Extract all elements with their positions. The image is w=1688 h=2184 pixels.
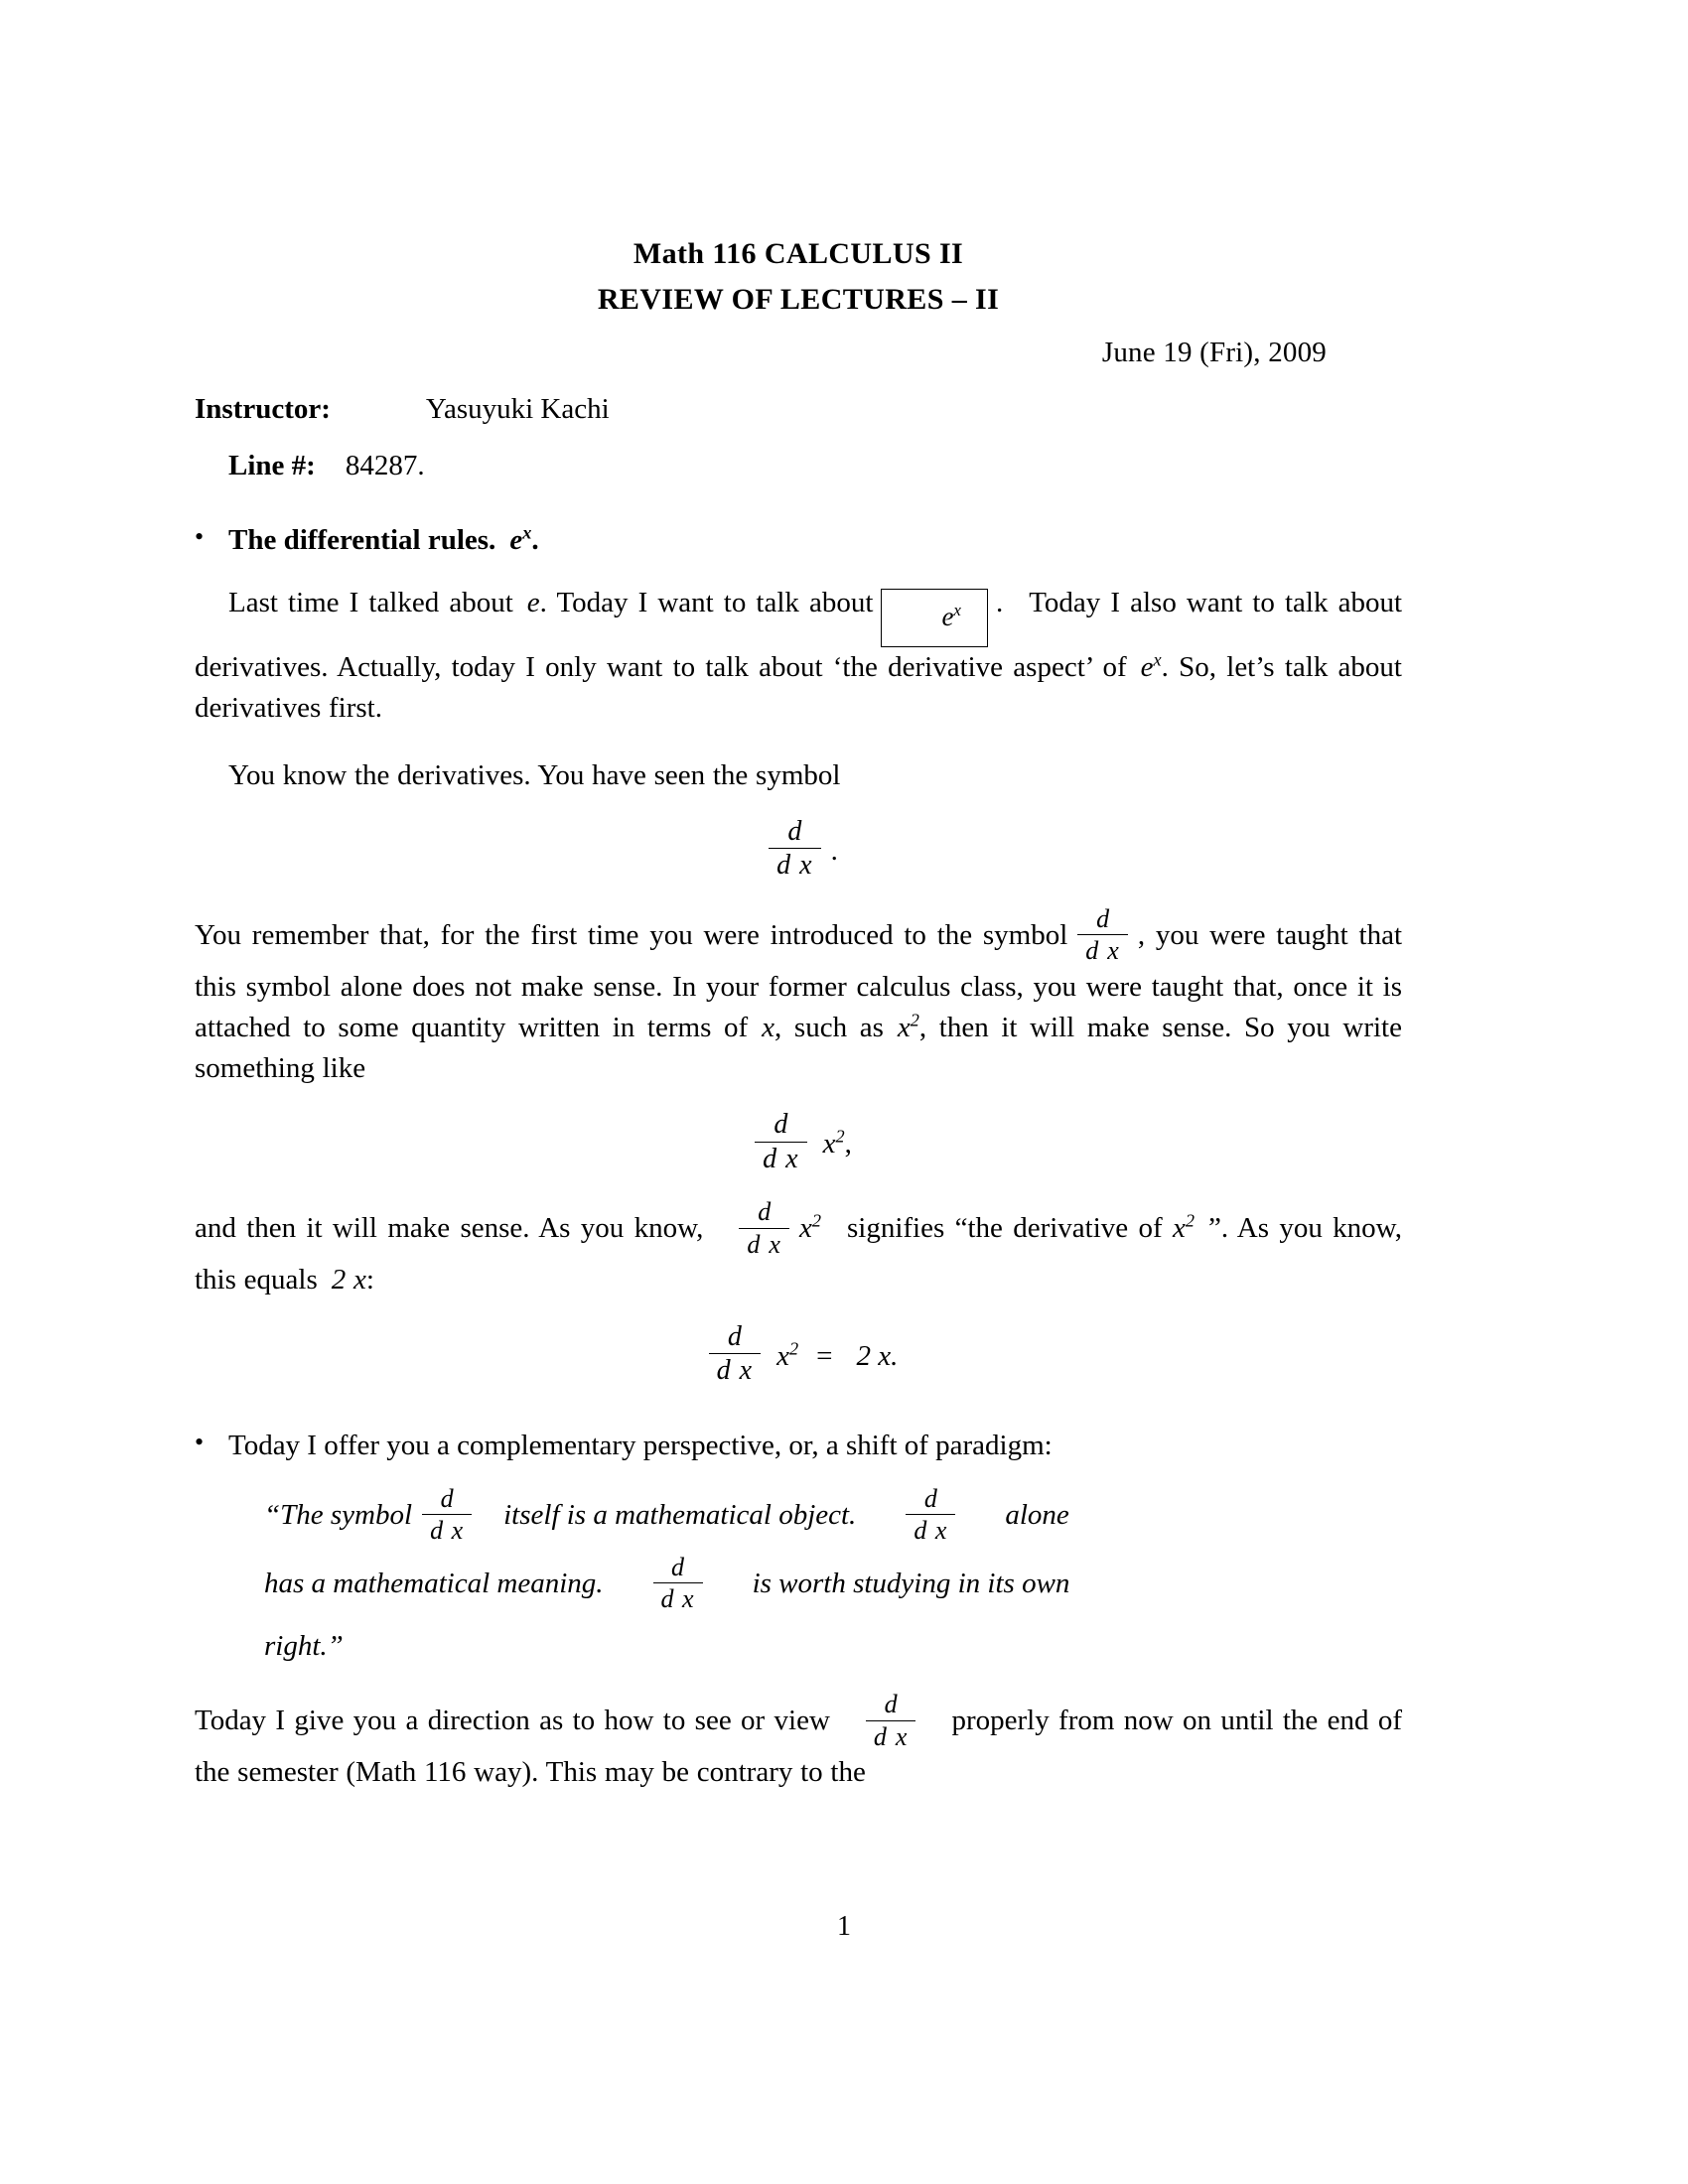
math-x: x: [822, 1128, 836, 1160]
math-exponent-x: x: [953, 601, 961, 620]
math-2x: 2 x: [331, 1264, 366, 1297]
math-exponent-x: x: [1153, 649, 1162, 670]
math-result-2x: 2 x.: [856, 1339, 899, 1372]
math-e: e: [509, 524, 523, 557]
fraction-d-over-dx: [906, 1483, 955, 1546]
quote-line-2: [264, 1552, 1366, 1615]
display-equation-ddx-x-squared: [195, 1109, 1402, 1175]
quote-line-1: [264, 1483, 1366, 1547]
math-exponent-2: 2: [835, 1126, 845, 1147]
quote-open-mark: “: [264, 1498, 281, 1531]
fraction-bar: [755, 1142, 806, 1143]
fraction-numerator: d: [758, 1197, 772, 1227]
fraction-d-over-dx: [739, 1199, 789, 1258]
line-number-label: Line #:: [228, 450, 316, 482]
math-e: e: [526, 587, 540, 619]
fraction-d-over-dx: [769, 815, 820, 882]
para-text-fragment: you were taught that this symbol alone does not make sense. In your former calculus class, you were taught that, once it is attached to some quantity written in terms of: [195, 918, 1402, 1043]
quote-text-fragment: itself is a mathematical object.: [503, 1498, 857, 1531]
paragraph-and-then-it-will-make-sense: [195, 1197, 1402, 1300]
fraction-bar: [866, 1720, 916, 1721]
fraction-denominator: d x: [747, 1229, 781, 1259]
para-text-fragment: Last time I talked about: [228, 587, 513, 619]
para-text-fragment: ”. As you know, this equals: [195, 1212, 1402, 1297]
math-exponent-2: 2: [811, 1210, 821, 1231]
para-text-fragment: . Today I want to talk about: [539, 587, 874, 619]
line-number-value: 84287.: [345, 450, 425, 482]
math-x: x: [776, 1339, 789, 1372]
equation-period: .: [830, 834, 838, 867]
paragraph-last-time: [195, 583, 1402, 729]
quote-text-fragment: is worth studying in its own: [752, 1567, 1070, 1599]
fraction-denominator: d x: [776, 850, 813, 882]
fraction-d-over-dx: [709, 1320, 761, 1387]
fraction-bar: [1077, 934, 1128, 935]
fraction-numerator: d: [1096, 903, 1110, 933]
fraction-bar: [769, 848, 820, 849]
document-content: [195, 234, 1402, 1794]
paragraph-you-remember-that: [195, 903, 1402, 1090]
fraction-numerator: d: [440, 1483, 454, 1513]
instructor-name: Yasuyuki Kachi: [425, 393, 610, 426]
fraction-denominator: d x: [1085, 936, 1120, 966]
para-text-fragment: Today I give you a direction as to how to see or view: [195, 1705, 830, 1737]
math-x-squared: [823, 1128, 845, 1160]
para-text-fragment: :: [365, 1264, 374, 1297]
math-exponent-2: 2: [1185, 1210, 1195, 1231]
bullet-item-differential-rules: [195, 524, 1402, 557]
display-equation-derivative-result: [195, 1320, 1402, 1388]
para-text-fragment: and then it will make sense. As you know,: [195, 1212, 704, 1245]
para-text-fragment: You know the derivatives. You have seen the symbol: [228, 758, 841, 791]
fraction-denominator: d x: [763, 1143, 799, 1174]
bullet-heading-text: The differential rules.: [228, 524, 496, 557]
fraction-denominator: d x: [873, 1721, 909, 1751]
fraction-numerator: d: [923, 1483, 937, 1513]
para-text-fragment: . So, let’s talk about derivatives first.: [195, 651, 1402, 725]
quote-close-mark: ”: [327, 1629, 344, 1662]
bullet-text-shift-of-paradigm: Today I offer you a complementary perspective, or, a shift of paradigm:: [228, 1429, 1053, 1461]
quote-block: [264, 1483, 1366, 1669]
para-text-fragment: You remember that, for the first time you were introduced to the symbol: [195, 918, 1068, 951]
fraction-denominator: d x: [430, 1516, 465, 1546]
paragraph-today-i-give-you-a-direction: [195, 1690, 1402, 1793]
math-x: x: [1172, 1212, 1186, 1245]
instructor-row: [195, 393, 1402, 426]
fraction-denominator: d x: [914, 1516, 948, 1546]
para-text-fragment: .: [995, 587, 1004, 619]
quote-line-3: [264, 1625, 1366, 1669]
quote-text-fragment: right.: [264, 1629, 328, 1662]
fraction-d-over-dx: [653, 1552, 703, 1614]
math-exponent-x: x: [522, 522, 532, 543]
fraction-d-over-dx: [1077, 903, 1128, 966]
bullet-heading-period: .: [531, 524, 539, 557]
instructor-label: Instructor:: [195, 393, 331, 426]
equation-comma: ,: [844, 1128, 852, 1160]
fraction-numerator: d: [671, 1552, 685, 1581]
spacer: [316, 450, 346, 482]
para-text-fragment: ,: [1137, 918, 1146, 951]
para-text-fragment: , then it will make sense. So you write something like: [195, 1012, 1402, 1085]
math-e: e: [1140, 651, 1154, 684]
math-x: x: [798, 1212, 812, 1245]
fraction-bar: [906, 1514, 955, 1515]
para-text-fragment: signifies “the derivative of: [846, 1212, 1163, 1245]
bullet-dot-icon: [195, 1430, 228, 1455]
para-text-fragment: Today I also want to talk about derivatives. Actually, today I only want to talk about ‘the derivative aspect’ of: [195, 587, 1402, 684]
math-exponent-2: 2: [788, 1338, 799, 1359]
fraction-denominator: d x: [716, 1355, 754, 1387]
fraction-numerator: d: [884, 1690, 898, 1719]
quote-text-fragment: The symbol: [280, 1498, 413, 1531]
fraction-bar: [739, 1228, 789, 1229]
quote-text-fragment: has a mathematical meaning.: [264, 1567, 604, 1599]
quote-text-fragment: alone: [1005, 1498, 1069, 1531]
math-exponent-2: 2: [910, 1010, 919, 1030]
fraction-bar: [422, 1514, 472, 1515]
line-number-row: [195, 450, 1402, 482]
bullet-heading-differential-rules: [228, 524, 1402, 557]
fraction-numerator: d: [727, 1320, 742, 1352]
display-equation-ddx: [195, 815, 1402, 883]
fraction-bar: [653, 1582, 703, 1583]
fraction-d-over-dx: [755, 1111, 806, 1173]
math-e: e: [941, 602, 954, 632]
document-date: June 19 (Fri), 2009: [1101, 337, 1327, 369]
bullet-dot-icon: [195, 524, 228, 550]
para-text-fragment: properly from now on until the end of the semester (Math 116 way). This may be contrary to the: [195, 1705, 1402, 1789]
spacer: [331, 393, 426, 426]
fraction-bar: [709, 1353, 761, 1354]
para-text-fragment: , such as: [774, 1012, 884, 1043]
equals-sign: =: [816, 1339, 833, 1372]
fraction-denominator: d x: [660, 1584, 695, 1614]
page-title-line-1: Math 116 CALCULUS II: [633, 237, 964, 270]
fraction-d-over-dx: [866, 1692, 916, 1750]
paragraph-you-know-derivatives: [195, 755, 1402, 796]
bullet-item-shift-of-paradigm: [195, 1430, 1402, 1462]
fraction-d-over-dx: [422, 1483, 472, 1546]
boxed-expression-e-to-the-x: [881, 589, 988, 647]
fraction-numerator: d: [774, 1109, 788, 1141]
math-x-squared: [776, 1340, 798, 1373]
page-title-line-2: REVIEW OF LECTURES – II: [597, 282, 1000, 316]
page-number: 1: [837, 1911, 851, 1942]
math-x: x: [897, 1012, 911, 1043]
fraction-numerator: d: [787, 815, 802, 847]
math-x: x: [762, 1012, 775, 1043]
